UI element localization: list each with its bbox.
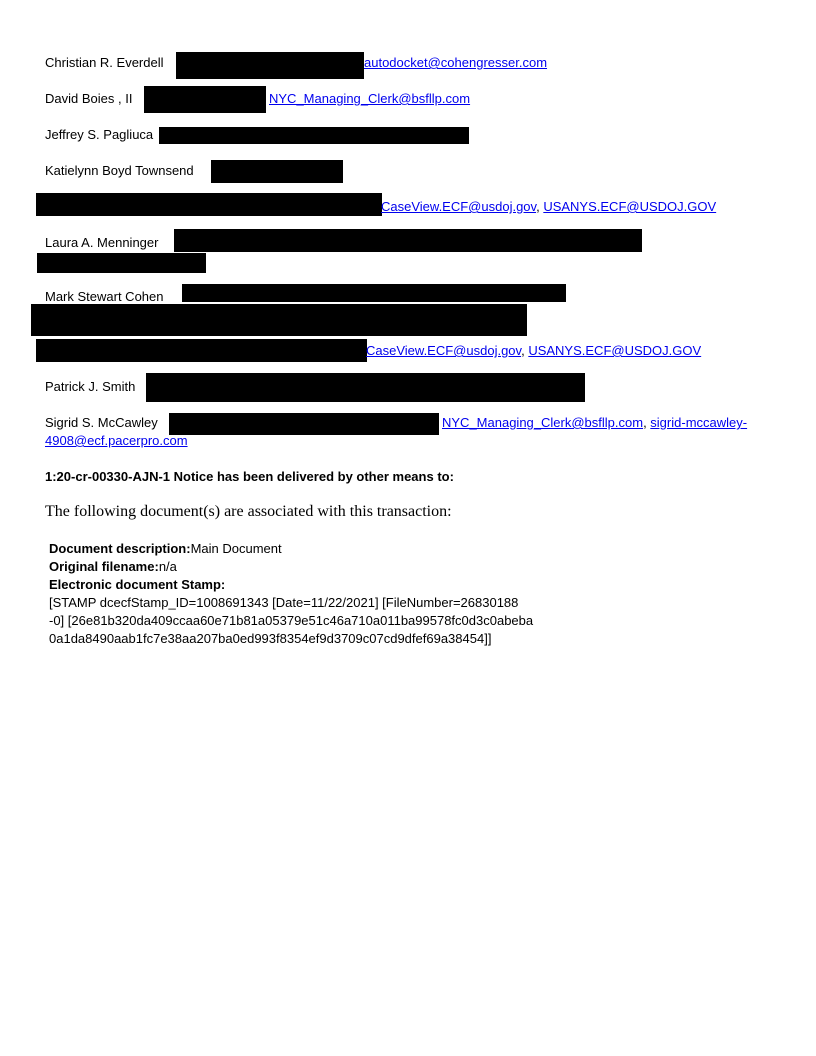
email-link[interactable]: USANYS.ECF@USDOJ.GOV xyxy=(543,199,717,214)
email-link[interactable]: USANYS.ECF@USDOJ.GOV xyxy=(528,343,702,358)
redaction-block xyxy=(182,284,566,302)
redaction-block xyxy=(36,193,382,216)
doc-stamp-line: -0] [26e81b320da409ccaa60e71b81a05379e51c46a710a011ba99578fc0d3c0abeba xyxy=(49,613,534,628)
notice-other-means: 1:20-cr-00330-AJN-1 Notice has been delivered by other means to: xyxy=(45,469,454,484)
recipient-name: Laura A. Menninger xyxy=(45,235,159,250)
email-link[interactable]: CaseView.ECF@usdoj.gov xyxy=(366,343,522,358)
email-link-continued[interactable]: 4908@ecf.pacerpro.com xyxy=(45,433,188,448)
redaction-block xyxy=(169,413,439,435)
email-link[interactable]: autodocket@cohengresser.com xyxy=(364,55,548,70)
doc-stamp-line: [STAMP dcecfStamp_ID=1008691343 [Date=11/22/2021] [FileNumber=26830188 xyxy=(49,595,519,610)
doc-filename-value: n/a xyxy=(158,559,177,574)
redaction-block xyxy=(31,304,527,336)
recipient-name: Christian R. Everdell xyxy=(45,55,164,70)
doc-desc-label: Document description: xyxy=(49,541,191,556)
redaction-block xyxy=(174,229,642,252)
recipient-name: Patrick J. Smith xyxy=(45,379,136,394)
redaction-block xyxy=(36,339,367,362)
email-link[interactable]: CaseView.ECF@usdoj.gov xyxy=(381,199,537,214)
email-link[interactable]: NYC_Managing_Clerk@bsfllp.com xyxy=(442,415,644,430)
document-details xyxy=(49,540,533,648)
redaction-block xyxy=(37,253,206,273)
email-link[interactable]: NYC_Managing_Clerk@bsfllp.com xyxy=(269,91,471,106)
recipient-name: Katielynn Boyd Townsend xyxy=(45,163,194,178)
email-separator: , xyxy=(643,415,651,430)
redaction-block xyxy=(144,86,266,113)
recipient-name: David Boies , II xyxy=(45,91,133,106)
redaction-block xyxy=(146,373,585,402)
doc-stamp-label: Electronic document Stamp: xyxy=(49,577,226,592)
doc-stamp-line: 0a1da8490aab1fc7e38aa207ba0ed993f8354ef9d3709c07cd9dfef69a38454]] xyxy=(49,631,492,646)
redaction-block xyxy=(211,160,343,183)
email-separator: , xyxy=(521,343,529,358)
email-link[interactable]: sigrid-mccawley- xyxy=(650,415,748,430)
associated-docs-heading: The following document(s) are associated with this transaction: xyxy=(45,503,452,520)
email-list xyxy=(366,343,701,359)
doc-filename-label: Original filename: xyxy=(49,559,159,574)
email-list xyxy=(442,415,747,431)
recipient-name: Sigrid S. McCawley xyxy=(45,415,158,430)
email-separator: , xyxy=(536,199,544,214)
redaction-block xyxy=(159,127,469,144)
doc-desc-value: Main Document xyxy=(190,541,282,556)
recipient-name: Mark Stewart Cohen xyxy=(45,289,164,304)
recipient-name: Jeffrey S. Pagliuca xyxy=(45,127,154,142)
redaction-block xyxy=(176,52,364,79)
email-list xyxy=(381,199,716,215)
